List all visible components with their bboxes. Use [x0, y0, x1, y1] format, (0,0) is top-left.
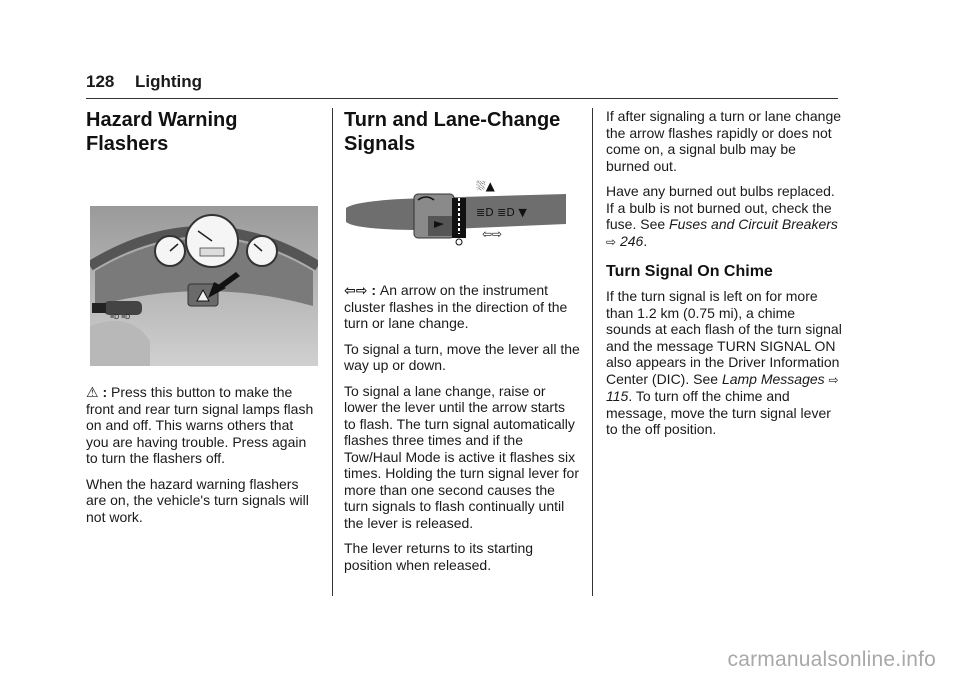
chime-heading: Turn Signal On Chime: [606, 263, 773, 280]
lamp-messages-link[interactable]: Lamp Messages: [721, 370, 825, 387]
lever-return-note: The lever returns to its starting position when released.: [344, 540, 534, 573]
column-hazard: [86, 108, 318, 534]
turn-signals-heading: Turn and Lane-Change Signals: [344, 109, 561, 155]
dashboard-illustration: [90, 206, 318, 366]
column-divider-1: [332, 108, 333, 596]
page-ref-arrow-icon: ⇨: [606, 234, 617, 249]
wiper-icon: ⛆▲: [476, 179, 495, 193]
turn-arrows-icon: ⇦⇨: [482, 227, 503, 241]
replace-bulbs-note: Have any burned out bulbs replaced. If a bulb is not burned out, check the fuse. See Fuses and Circuit Breakers ⇨ 246.: [606, 183, 838, 249]
fuses-link[interactable]: Fuses and Circuit Breakers: [669, 216, 838, 232]
headlamp-icons: ≣D ≣D ▼: [476, 206, 527, 219]
hazard-symbol-icon: ⚠: [86, 384, 99, 400]
watermark: carmanualsonline.info: [727, 648, 936, 671]
burned-bulb-note: If after signaling a turn or lane change the arrow flashes rapidly or does not come on, a signal bulb may be burned out.: [606, 108, 842, 174]
column-divider-2: [592, 108, 593, 596]
page-header: [86, 72, 838, 96]
turn-arrow-description: ⇦⇨ : An arrow on the instrument cluster flashes in the direction of the turn or lane change.: [344, 282, 568, 331]
header-rule: [86, 98, 838, 99]
column-turn-signals: [344, 108, 580, 582]
hazard-description: ⚠ : Press this button to make the front and rear turn signal lamps flash on and off. This warns others that you are having trouble. Press again to turn the flashers off.: [86, 384, 314, 466]
svg-text:≡D ≡D: ≡D ≡D: [110, 314, 131, 321]
hazard-heading: Hazard Warning Flashers: [86, 109, 238, 155]
chime-description: If the turn signal is left on for more than 1.2 km (0.75 mi), a chime sounds at each flash of the turn signal and the message TURN SIGNAL ON also appears in the Driver Information Center (DIC). See Lamp Messages ⇨ 115. To turn off the chime and message, move the turn signal lever to the off position.: [606, 288, 842, 437]
turn-instructions: To signal a turn, move the lever all the way up or down.: [344, 340, 580, 373]
lamp-messages-page-ref[interactable]: 115: [606, 388, 629, 404]
column-bulbs: [606, 108, 842, 447]
turn-signal-lever-illustration: [346, 176, 572, 268]
lane-change-instructions: To signal a lane change, raise or lower the lever until the arrow starts to flash. The turn signal automatically flashes three times and if the Tow/Haul Mode is active it flashes six times. Holding the turn signal lever for more than one second causes the turn signals to flash continually until the lever is released.: [344, 382, 579, 531]
turn-arrow-symbol-icon: ⇦⇨: [344, 282, 368, 298]
page-number: 128: [86, 72, 115, 91]
hazard-note: When the hazard warning flashers are on, the vehicle's turn signals will not work.: [86, 475, 309, 525]
section-title: Lighting: [135, 72, 203, 91]
page-ref-arrow-icon: ⇨: [828, 372, 839, 387]
fuses-page-ref[interactable]: 246: [619, 232, 644, 249]
